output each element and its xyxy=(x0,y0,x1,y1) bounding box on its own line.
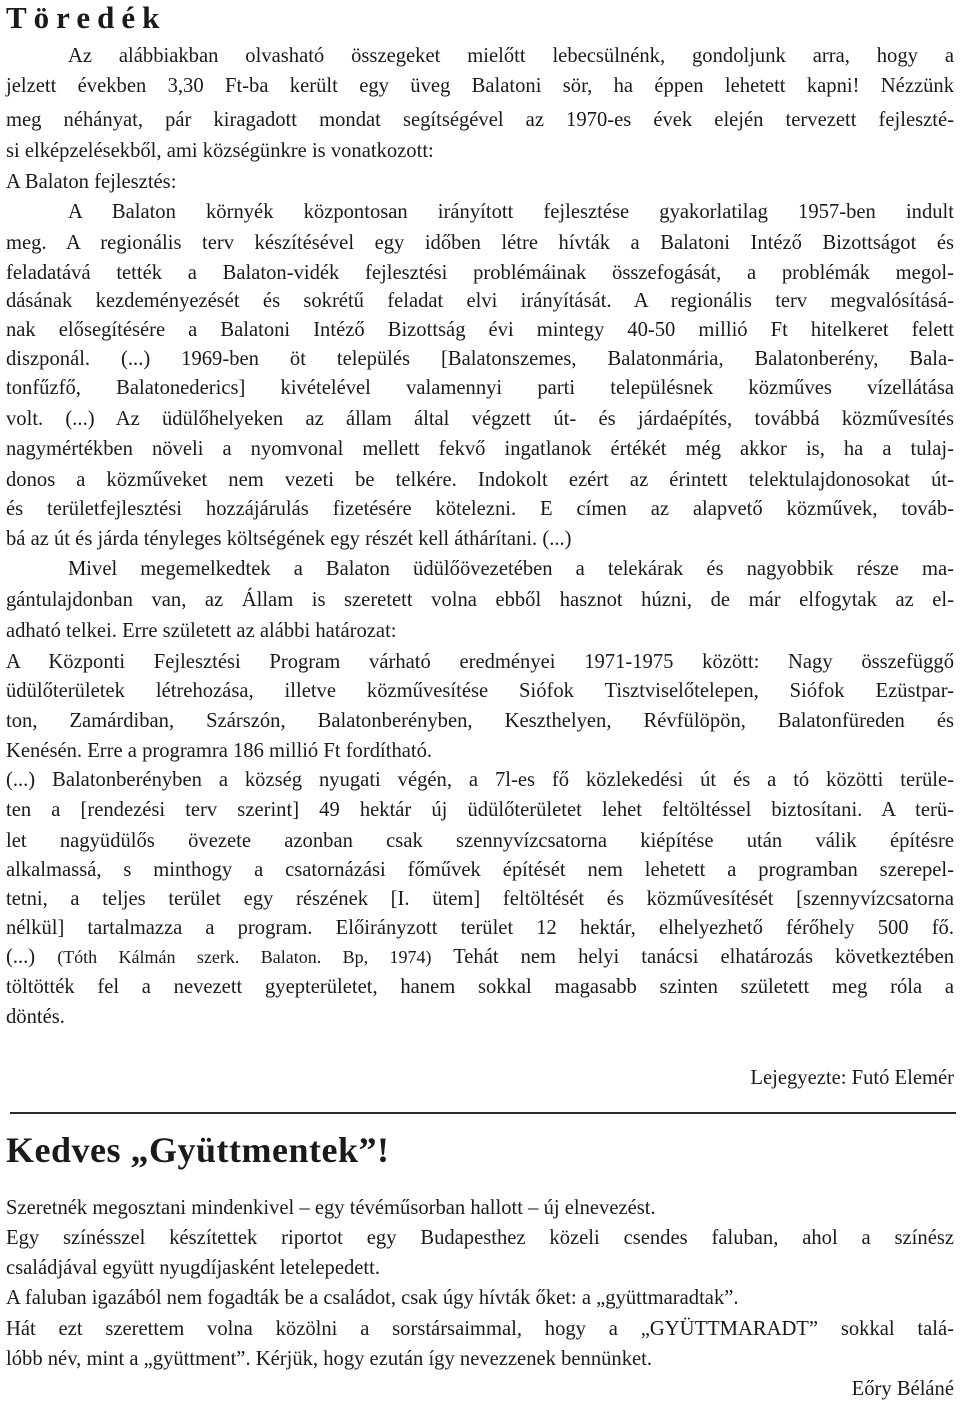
paragraph-line: töltötték fel a nevezett gyepterületet, hanem sokkal magasabb szinten született meg róla a xyxy=(6,976,954,998)
paragraph-line: nagymértékben növeli a nyomvonal mellett fekvő ingatlanok értékét még akkor is, ha a tulaj- xyxy=(6,438,954,460)
paragraph-line: A Balaton fejlesztés: xyxy=(6,171,177,193)
paragraph-line: Szeretnék megosztani mindenkivel – egy tévéműsorban hallott – új elnevezést. xyxy=(6,1197,656,1219)
signature-eory: Eőry Béláné xyxy=(851,1378,954,1400)
paragraph-line: (...) Balatonberényben a község nyugati végén, a 7l-es fő közlekedési út és a tó közötti terüle- xyxy=(6,769,954,791)
paragraph-line: ton, Zamárdiban, Szárszón, Balatonberényben, Keszthelyen, Révfülöpön, Balatonfüreden és xyxy=(6,710,954,732)
citation-prefix: (...) xyxy=(6,946,58,968)
paragraph-line: bá az út és járda tényleges költségének egy részét kell áthárítani. (...) xyxy=(6,528,572,550)
paragraph-line: let nagyüdülős övezete azonban csak szennyvízcsatorna kiépítése után válik építésre xyxy=(6,830,954,852)
paragraph-line: ten a [rendezési terv szerint] 49 hektár új üdülőterületet lehet feltöltéssel biztosítani. A terü- xyxy=(6,799,954,821)
citation-rest: Tehát nem helyi tanácsi elhatározás következtében xyxy=(431,946,955,968)
citation-reference: (Tóth Kálmán szerk. Balaton. Bp, 1974) xyxy=(57,947,432,967)
paragraph-line: alkalmassá, s minthogy a csatornázási főművek építését nem lehetett a programban szerepel- xyxy=(6,859,954,881)
paragraph-line: volt. (...) Az üdülőhelyeken az állam által végzett út- és járdaépítés, továbbá közművesítés xyxy=(6,408,954,430)
paragraph-line: családjával együtt nyugdíjasként letelepedett. xyxy=(6,1257,380,1279)
paragraph-line: tonfűzfő, Balatonederics] kivételével valamennyi parti településnek közműves vízellátása xyxy=(6,377,954,399)
paragraph-line: dásának kezdeményezését és sokrétű feladat elvi irányítását. A regionális terv megvalósításá- xyxy=(6,290,954,312)
paragraph-line: feladatává tették a Balaton-vidék fejlesztési problémáinak összefogását, a problémák megol- xyxy=(6,262,954,284)
paragraph-line: diszponál. (...) 1969-ben öt település [Balatonszemes, Balatonmária, Balatonberény, Bala- xyxy=(6,348,954,370)
paragraph-line: jelzett években 3,30 Ft-ba került egy üveg Balatoni sör, ha éppen lehetett kapni! Nézzünk xyxy=(6,75,954,97)
paragraph-line: tetni, a teljes terület egy részének [I. ütem] feltöltését és közművesítését [szennyvízcsatorna xyxy=(6,888,954,910)
section-title-toredek: Töredék xyxy=(6,0,167,35)
paragraph-line: Kenésén. Erre a programra 186 millió Ft fordítható. xyxy=(6,740,433,762)
paragraph-line: Egy színésszel készítettek riportot egy Budapesthez közeli csendes faluban, ahol a színész xyxy=(6,1227,954,1249)
paragraph-line: adható telkei. Erre született az alábbi határozat: xyxy=(6,620,397,642)
paragraph-line: si elképzelésekből, ami községünkre is vonatkozott: xyxy=(6,140,434,162)
paragraph-line: A Központi Fejlesztési Program várható eredményei 1971-1975 között: Nagy összefüggő xyxy=(6,651,954,673)
paragraph-line: gántulajdonban van, az Állam is szeretett volna ebből hasznot húzni, de már elfogytak az el- xyxy=(6,589,954,611)
paragraph-line: meg. A regionális terv készítésével egy időben létre hívták a Balatoni Intéző Bizottságot és xyxy=(6,232,954,254)
section-divider xyxy=(10,1112,956,1114)
paragraph-line: Az alábbiakban olvasható összegeket mielőtt lebecsülnénk, gondoljunk arra, hogy a xyxy=(68,45,954,67)
paragraph-line: A faluban igazából nem fogadták be a családot, csak úgy hívták őket: a „gyüttmaradtak”. xyxy=(6,1287,739,1309)
paragraph-line: A Balaton környék központosan irányított fejlesztése gyakorlatilag 1957-ben indult xyxy=(68,201,954,223)
paragraph-line: meg néhányat, pár kiragadott mondat segítségével az 1970-es évek elején tervezett fejleszté- xyxy=(6,109,954,131)
paragraph-line: donos a közműveket nem vezeti be telkére. Indokolt ezért az érintett telektulajdonosokat út- xyxy=(6,469,954,491)
paragraph-line: és területfejlesztési hozzájárulás fizetésére kötelezni. E címen az alapvető közművek, továb- xyxy=(6,498,954,520)
citation-line xyxy=(6,942,954,972)
paragraph-line: döntés. xyxy=(6,1006,65,1028)
section-title-gyuttmentek: Kedves „Gyüttmentek”! xyxy=(6,1130,390,1170)
paragraph-line: Mivel megemelkedtek a Balaton üdülőövezetében a telekárak és nagyobbik része ma- xyxy=(68,558,954,580)
paragraph-line: nak elősegítésére a Balatoni Intéző Bizottság évi mintegy 40-50 millió Ft hitelkeret felett xyxy=(6,319,954,341)
paragraph-line: üdülőterületek létrehozása, illetve közművesítése Siófok Tisztviselőtelepen, Siófok Ezüstpar- xyxy=(6,680,954,702)
paragraph-line: nélkül] tartalmazza a program. Előirányzott terület 12 hektár, elhelyezhető férőhely 500 fő. xyxy=(6,917,954,939)
paragraph-line: lóbb név, mint a „gyüttment”. Kérjük, hogy ezután így nevezzenek bennünket. xyxy=(6,1348,653,1370)
signature-futo: Lejegyezte: Futó Elemér xyxy=(750,1067,954,1089)
paragraph-line: Hát ezt szerettem volna közölni a sorstársaimmal, hogy a „GYÜTTMARADT” sokkal talá- xyxy=(6,1318,954,1340)
